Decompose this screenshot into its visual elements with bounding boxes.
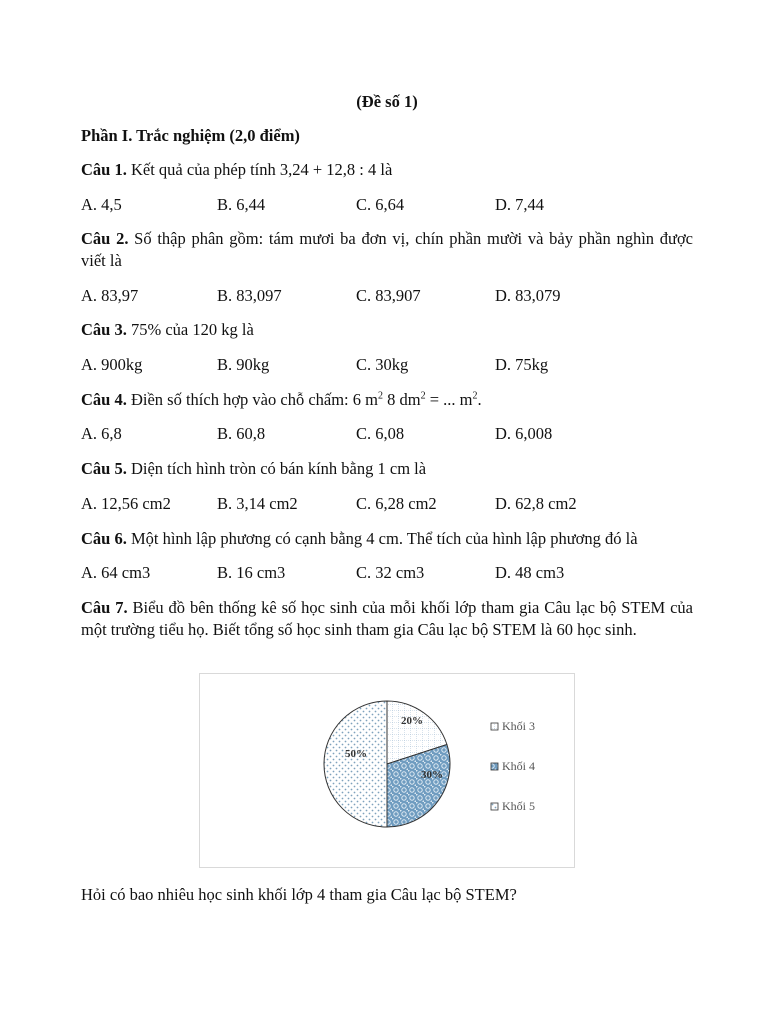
q4-answer-c: C. 6,08 xyxy=(356,424,405,443)
sup-2-c: 2 xyxy=(472,390,478,402)
q3-answer-b: B. 90kg xyxy=(217,355,270,374)
q3-answer-a: A. 900kg xyxy=(81,355,143,374)
question-4-text-b: 8 dm xyxy=(382,390,421,409)
question-1-text: Kết quả của phép tính 3,24 + 12,8 : 4 là xyxy=(126,160,393,179)
question-4-text-d: . xyxy=(477,390,482,409)
q5-answer-d: D. 62,8 cm2 xyxy=(495,494,577,513)
q1-answer-c: C. 6,64 xyxy=(356,195,405,214)
question-6-label: Câu 6. xyxy=(81,529,127,548)
q6-answer-d: D. 48 cm3 xyxy=(495,563,565,582)
q6-answer-b: B. 16 cm3 xyxy=(217,563,286,582)
question-6-text: Một hình lập phương có cạnh bằng 4 cm. Thể tích của hình lập phương đó là xyxy=(126,529,638,548)
q1-answer-b: B. 6,44 xyxy=(217,195,266,214)
q5-answer-c: C. 6,28 cm2 xyxy=(356,494,437,513)
q4-answer-b: B. 60,8 xyxy=(217,424,266,443)
question-3-text: 75% của 120 kg là xyxy=(126,320,254,339)
legend-swatch-1 xyxy=(491,723,498,730)
sup-2-a: 2 xyxy=(377,390,383,402)
q2-answer-a: A. 83,97 xyxy=(81,286,139,305)
final-question: Hỏi có bao nhiêu học sinh khối lớp 4 tham gia Câu lạc bộ STEM? xyxy=(81,885,517,904)
part-title: Phần I. Trắc nghiệm (2,0 điểm) xyxy=(81,126,300,145)
q6-answer-c: C. 32 cm3 xyxy=(356,563,425,582)
question-2-label: Câu 2. xyxy=(81,229,129,248)
question-4-text-a: Điền số thích hợp vào chỗ chấm: 6 m xyxy=(126,390,378,409)
question-4-label: Câu 4. xyxy=(81,390,127,409)
q2-answer-c: C. 83,907 xyxy=(356,286,421,305)
q2-answer-b: B. 83,097 xyxy=(217,286,282,305)
question-6 xyxy=(81,528,693,550)
question-2 xyxy=(81,228,693,272)
question-2-text: Số thập phân gồm: tám mươi ba đơn vị, chín phần mười và bảy phần nghìn được viết là xyxy=(81,229,694,270)
q3-answer-d: D. 75kg xyxy=(495,355,549,374)
q1-answer-d: D. 7,44 xyxy=(495,195,545,214)
legend-swatch-3 xyxy=(491,803,498,810)
pie-chart-svg xyxy=(200,674,576,869)
question-7-label: Câu 7. xyxy=(81,598,128,617)
question-4-text-c: = ... m xyxy=(425,390,473,409)
question-4 xyxy=(81,389,693,411)
question-3 xyxy=(81,319,693,341)
exam-title: (Đề số 1) xyxy=(356,92,418,111)
q6-answer-a: A. 64 cm3 xyxy=(81,563,151,582)
legend-label-1: Khối 3 xyxy=(502,719,535,733)
question-5-text: Diện tích hình tròn có bán kính bằng 1 cm là xyxy=(126,459,427,478)
q3-answer-c: C. 30kg xyxy=(356,355,409,374)
pie-label-1: 20% xyxy=(401,715,423,727)
q4-answer-a: A. 6,8 xyxy=(81,424,122,443)
question-5 xyxy=(81,458,693,480)
legend-label-3: Khối 5 xyxy=(502,799,535,813)
q5-answer-a: A. 12,56 cm2 xyxy=(81,494,171,513)
legend-swatch-2 xyxy=(491,763,498,770)
question-7 xyxy=(81,597,693,641)
q2-answer-d: D. 83,079 xyxy=(495,286,561,305)
question-5-label: Câu 5. xyxy=(81,459,127,478)
question-3-label: Câu 3. xyxy=(81,320,127,339)
pie-label-2: 30% xyxy=(421,769,443,781)
legend-label-2: Khối 4 xyxy=(502,759,535,773)
pie-chart xyxy=(199,673,575,868)
sup-2-b: 2 xyxy=(420,390,426,402)
question-1 xyxy=(81,159,693,181)
pie-slice-3 xyxy=(324,701,387,827)
q4-answer-d: D. 6,008 xyxy=(495,424,553,443)
q5-answer-b: B. 3,14 cm2 xyxy=(217,494,298,513)
q1-answer-a: A. 4,5 xyxy=(81,195,122,214)
question-1-label: Câu 1. xyxy=(81,160,127,179)
question-7-text: Biểu đồ bên thống kê số học sinh của mỗi khối lớp tham gia Câu lạc bộ STEM của một trường tiểu họ. Biết tổng số học sinh tham gia Câu lạc bộ STEM là 60 học sinh. xyxy=(81,598,693,639)
pie-label-3: 50% xyxy=(345,748,367,760)
